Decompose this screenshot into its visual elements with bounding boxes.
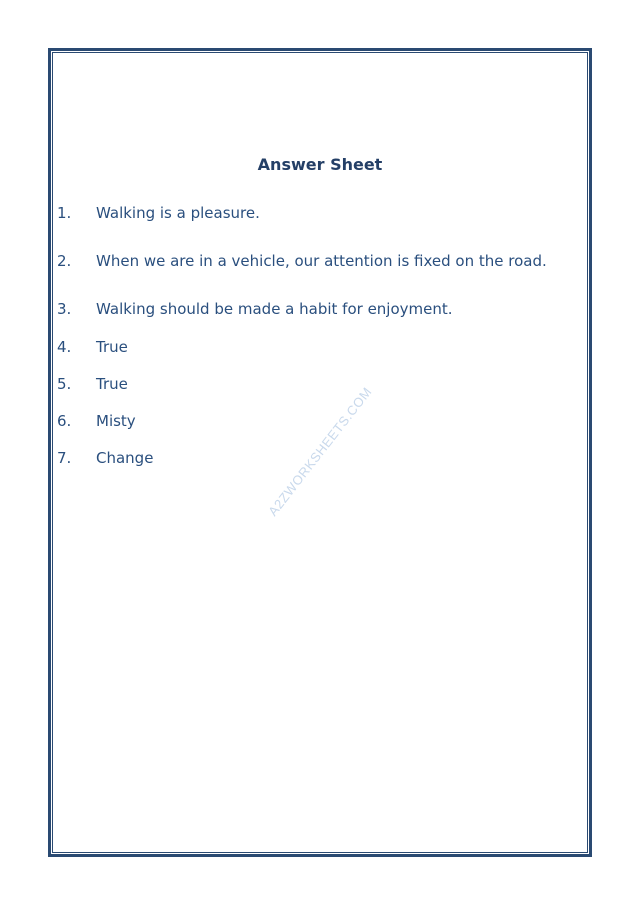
watermark: A2ZWORKSHEETS.COM [265,384,375,519]
answer-number: 3. [57,300,72,318]
answer-number: 5. [57,375,72,393]
answer-item-6 [0,412,640,434]
answer-item-5 [0,375,640,397]
page-title: Answer Sheet [257,155,383,174]
answer-item-3 [0,300,640,322]
answer-text: True [96,375,128,393]
answer-text: Misty [96,412,136,430]
answer-text: True [96,338,128,356]
answer-number: 2. [57,252,72,270]
answer-item-4 [0,338,640,360]
answer-item-2 [0,252,640,274]
answer-item-1 [0,204,640,226]
answer-number: 4. [57,338,72,356]
answer-text: Walking is a pleasure. [96,204,260,222]
answer-text: Change [96,449,154,467]
answer-number: 7. [57,449,72,467]
answer-number: 6. [57,412,72,430]
answer-number: 1. [57,204,72,222]
answer-text: When we are in a vehicle, our attention is fixed on the road. [96,252,547,270]
answer-text: Walking should be made a habit for enjoyment. [96,300,453,318]
